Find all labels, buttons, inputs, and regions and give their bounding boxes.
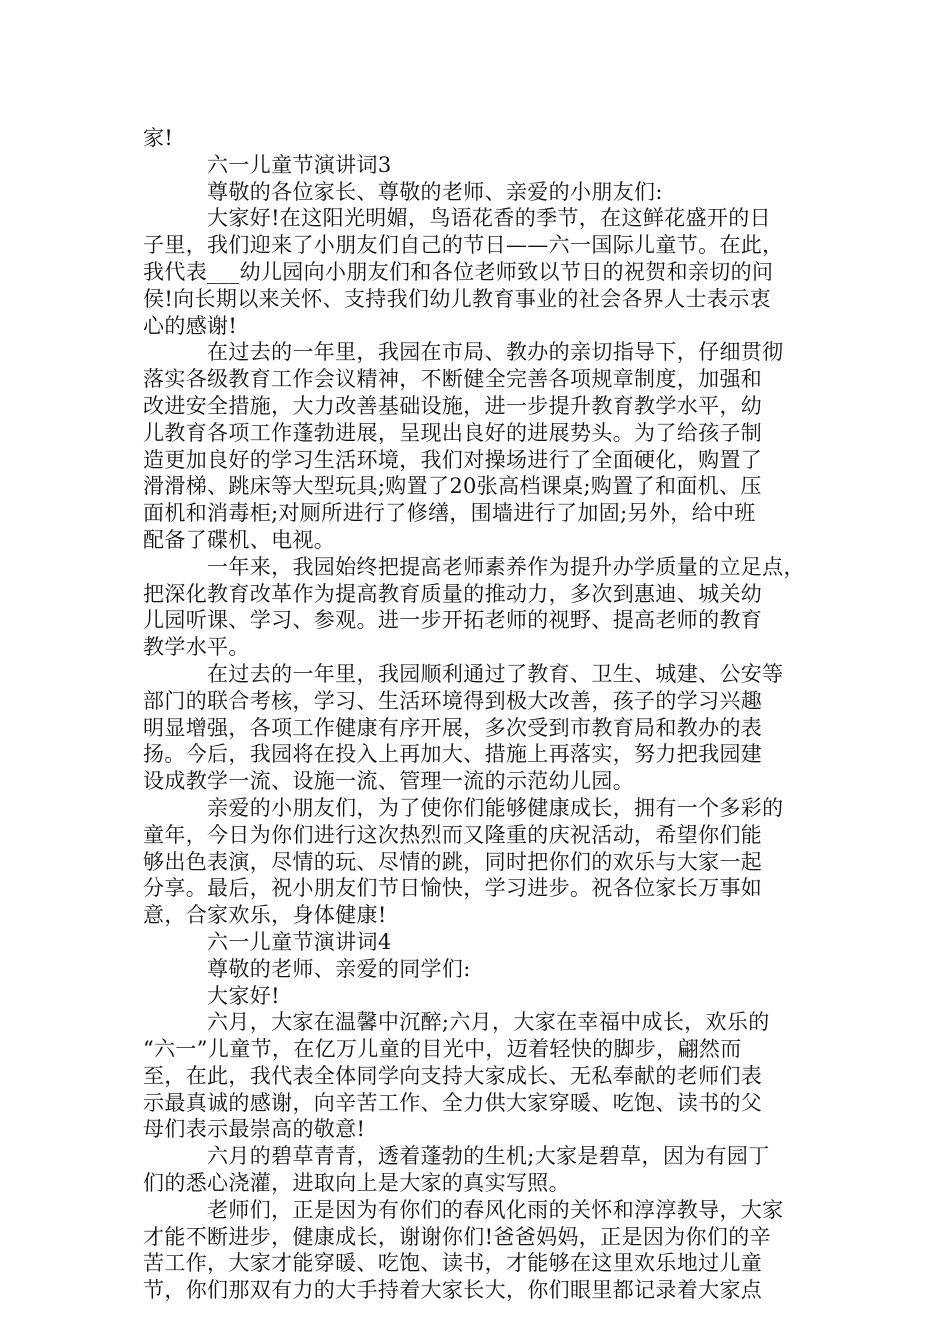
paragraph-14: 老师们，正是因为有你们的春风化雨的关怀和淳淳教导，大家 才能不断进步，健康成长，谢谢你们!爸爸妈妈，正是因为你们的辛 苦工作，大家才能穿暖、吃饱、读书，才能够在这里欢乐地过儿童 节，你们那双有力的大手持着大家长大，你们眼里都记录着大家点 (143, 1197, 784, 1303)
paragraph-1: 家! (143, 126, 174, 150)
paragraph-8: 亲爱的小朋友们，为了使你们能够健康成长，拥有一个多彩的 童年，今日为你们进行这次热烈而又隆重的庆祝活动，希望你们能 够出色表演，尽情的玩、尽情的跳，同时把你们的欢乐与大家一起 分享。最后，祝小朋友们节日愉快，学习进步。祝各位家长万事如 意，合家欢乐，身体健康! (143, 795, 784, 928)
salutation-4: 尊敬的老师、亲爱的同学们: (143, 956, 471, 981)
heading-speech-3: 六一儿童节演讲词3 (143, 152, 392, 177)
paragraph-13: 六月的碧草青青，透着蓬勃的生机;大家是碧草，因为有园丁 们的悉心浇灌，进取向上是大家的真实写照。 (143, 1144, 770, 1196)
heading-speech-4: 六一儿童节演讲词4 (143, 929, 392, 954)
paragraph-5: 在过去的一年里，我园在市局、教办的亲切指导下，仔细贯彻 落实各级教育工作会议精神，不断健全完善各项规章制度，加强和 改进安全措施，大力改善基础设施，进一步提升教育教学水平，幼 儿教育各项工作蓬勃进展，呈现出良好的进展势头。为了给孩子制 造更加良好的学习生活环境，我们对操场进行了全面硬化，购置了 滑滑梯、跳床等大型玩具;购置了20张高档课桌;购置了和面机、压 面机和消毒柜;对厕所进行了修缮，围墙进行了加固;另外，给中班 配备了碟机、电视。 (143, 340, 784, 552)
paragraph-7: 在过去的一年里，我园顺利通过了教育、卫生、城建、公安等 部门的联合考核，学习、生活环境得到极大改善，孩子的学习兴趣 明显增强，各项工作健康有序开展，多次受到市教育局和教办的表 扬。今后，我园将在投入上再加大、措施上再落实，努力把我园建 设成教学一流、设施一流、管理一流的示范幼儿园。 (143, 661, 784, 794)
paragraph-6: 一年来，我园始终把提高老师素养作为提升办学质量的立足点， 把深化教育改革作为提高教育质量的推动力，多次到惠迪、城关幼 儿园听课、学习、参观。进一步开拓老师的视野、提高老师的教育 教学水平。 (143, 554, 805, 660)
salutation-3: 尊敬的各位家长、尊敬的老师、亲爱的小朋友们: (143, 179, 663, 204)
greeting-4: 大家好! (143, 983, 280, 1008)
paragraph-4: 大家好!在这阳光明媚，鸟语花香的季节，在这鲜花盛开的日 子里，我们迎来了小朋友们自己的节日——六一国际儿童节。在此， 我代表___幼儿园向小朋友们和各位老师致以节日的祝贺和亲切的问 侯!向长期以来关怀、支持我们幼儿教育事业的社会各界人士表示衷 心的感谢! (143, 206, 784, 338)
paragraph-12: 六月，大家在温馨中沉醉;六月，大家在幸福中成长，欢乐的 “六一”儿童节，在亿万儿童的目光中，迈着轻快的脚步，翩然而 至，在此，我代表全体同学向支持大家成长、无私奉献的老师们表 示最真诚的感谢，向辛苦工作、全力供大家穿暖、吃饱、读书的父 母们表示最崇高的敬意! (143, 1010, 770, 1142)
document-body (143, 125, 823, 1304)
